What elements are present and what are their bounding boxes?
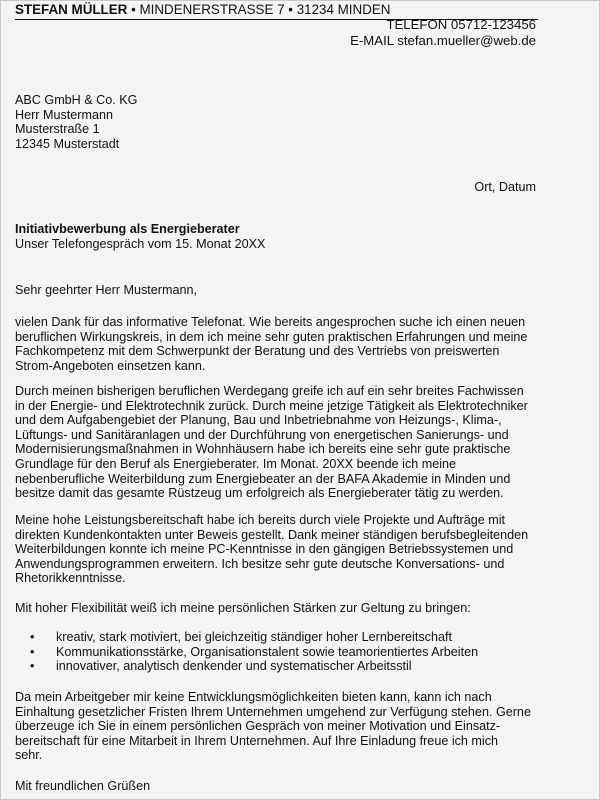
strengths-list (30, 630, 478, 674)
paragraph-1 (15, 315, 585, 373)
text-line: Rhetorikkenntnisse. (15, 571, 126, 586)
salutation: Sehr geehrter Herr Mustermann, (15, 283, 197, 297)
subject-reference: Unser Telefongespräch vom 15. Monat 20XX (15, 236, 266, 251)
sender-address: • MINDENERSTRASSE 7 • 31234 MINDEN (127, 2, 391, 17)
place-date: Ort, Datum (474, 180, 536, 194)
sender-phone: TELEFON 05712-123456 (386, 17, 536, 32)
list-item (30, 659, 478, 674)
text-line: Anwendungsprogrammen erweitern. Ich besitze sehr gute deutsche Konversations- und (15, 556, 505, 571)
recipient-line: ABC GmbH & Co. KG (15, 93, 138, 107)
text-line: Da mein Arbeitgeber mir keine Entwicklungsmöglichkeiten bieten kann, kann ich nach (15, 690, 492, 704)
recipient-line: Musterstraße 1 (15, 122, 100, 137)
closing: Mit freundlichen Grüßen (15, 779, 151, 793)
text-line: vielen Dank für das informative Telefonat. Wie bereits angesprochen suche ich einen neuen (15, 315, 526, 329)
text-line: beruflichen Wirkungskreis, in dem ich meine sehr guten praktischen Erfahrungen und meine (15, 329, 528, 344)
text-line: und dem Aufgabengebiet der Planung, Bau und Inbetriebnahme von Heizungs-, Klima-, (15, 413, 502, 428)
paragraph-4: Mit hoher Flexibilität weiß ich meine persönlichen Stärken zur Geltung zu bringen: (15, 601, 471, 615)
recipient-line: 12345 Musterstadt (15, 136, 120, 151)
text-line: Einhaltung gesetzlicher Fristen Ihrem Unternehmen umgehend zur Verfügung stehen. Gerne (15, 704, 531, 719)
list-item-text: Kommunikationsstärke, Organisationstalent sowie teamorientiertes Arbeiten (56, 644, 479, 659)
paragraph-5 (15, 690, 585, 763)
recipient-address (15, 93, 585, 151)
list-item-text: innovativer, analytisch denkender und systematischer Arbeitsstil (56, 659, 412, 674)
list-item-text: kreativ, stark motiviert, bei gleichzeitig ständiger hoher Lernbereitschaft (56, 630, 452, 644)
text-line: in der Energie- und Elektrotechnik zurück. Durch meine jetzige Tätigkeit als Elektrotechniker (15, 398, 528, 413)
recipient-line: Herr Mustermann (15, 107, 113, 122)
sender-name: STEFAN MÜLLER (15, 2, 128, 17)
sender-email: E-MAIL stefan.mueller@web.de (350, 33, 536, 48)
text-line: Grundlage für den Beruf als Energieberater. Im Monat. 20XX beende ich meine (15, 456, 457, 471)
text-line: besitze damit das gesamte Rüstzeug um erfolgreich als Energieberater tätig zu werden. (15, 486, 504, 501)
text-line: Meine hohe Leistungsbereitschaft habe ich bereits durch viele Projekte und Aufträge mit (15, 513, 506, 527)
contact-block (350, 17, 536, 49)
text-line: bereitschaft für eine Mitarbeit in Ihrem Unternehmen. Auf Ihre Einladung freue ich mich (15, 733, 499, 748)
paragraph-3 (15, 513, 585, 586)
text-line: sehr. (15, 748, 43, 763)
paragraph-2 (15, 384, 585, 501)
subject-block (15, 222, 585, 251)
bullet-icon: • (30, 659, 35, 674)
text-line: Weiterbildungen konnte ich meine PC-Kenntnisse in den gängigen Betriebssystemen und (15, 542, 514, 557)
text-line: überzeuge ich Sie in einem persönlichen Gespräch von meiner Motivation und Einsatz- (15, 719, 501, 734)
bullet-icon: • (30, 644, 35, 659)
bullet-icon: • (30, 630, 35, 644)
list-item (30, 645, 478, 660)
text-line: nebenberufliche Weiterbildung zum Energiebeater an der BAFA Akademie in Minden und (15, 471, 511, 486)
text-line: Modernisierungsmaßnahmen in Wohnhäusern habe ich bereits eine sehr gute praktische (15, 442, 511, 457)
subject-line: Initiativbewerbung als Energieberater (15, 222, 240, 236)
list-item (30, 630, 478, 645)
text-line: direkten Kundenkontakten unter Beweis gestellt. Dank meiner ständigen berufsbegleitenden (15, 527, 529, 542)
text-line: Lüftungs- und Sanitäranlagen und der Durchführung von energetischen Sanierungs- und (15, 427, 509, 442)
text-line: Durch meinen bisherigen beruflichen Werdegang greife ich auf ein sehr breites Fachwissen (15, 384, 524, 398)
text-line: Strom-Angeboten einsetzen kann. (15, 358, 206, 373)
text-line: Fachkompetenz mit dem Schwerpunkt der Beratung und des Vertriebs von preiswerten (15, 344, 500, 359)
